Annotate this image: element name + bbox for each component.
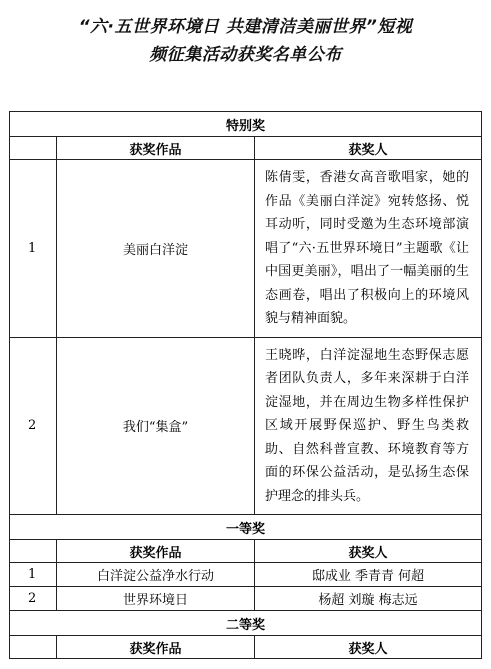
award-work: 我们“集盒”	[57, 337, 255, 515]
row-number: 2	[10, 337, 57, 515]
table-row	[10, 160, 482, 338]
header-num	[10, 636, 57, 659]
header-work: 获奖作品	[57, 636, 255, 659]
row-number: 1	[10, 563, 57, 587]
row-number: 1	[10, 160, 57, 338]
winner-names: 杨超 刘璇 梅志远	[255, 587, 482, 611]
awards-table	[9, 111, 482, 659]
header-num	[10, 540, 57, 563]
row-number: 2	[10, 587, 57, 611]
section-title-first: 一等奖	[10, 515, 482, 540]
winner-description: 王晓晔，白洋淀湿地生态野保志愿者团队负责人，多年来深耕于白洋淀湿地，并在周边生物多样性保护区域开展野保巡护、野生鸟类救助、自然科普宣教、环境教育等方面的环保公益活动，是弘扬生态保护理念的排头兵。	[255, 337, 482, 515]
header-work: 获奖作品	[57, 540, 255, 563]
page-title-line-2: 频征集活动获奖名单公布	[149, 45, 342, 65]
section-row-special	[10, 112, 482, 137]
header-num	[10, 137, 57, 160]
header-row	[10, 540, 482, 563]
header-winner: 获奖人	[255, 137, 482, 160]
table-row	[10, 337, 482, 515]
table-row	[10, 563, 482, 587]
winner-description: 陈倩雯，香港女高音歌唱家，她的作品《美丽白洋淀》宛转悠扬、悦耳动听，同时受邀为生态环境部演唱了“六·五世界环境日”主题歌《让中国更美丽》，唱出了一幅美丽的生态画卷，唱出了积极向上的环境风貌与精神面貌。	[255, 160, 482, 338]
award-work: 美丽白洋淀	[57, 160, 255, 338]
winner-names: 邸成业 季青青 何超	[255, 563, 482, 587]
award-work: 世界环境日	[57, 587, 255, 611]
section-title-second: 二等奖	[10, 611, 482, 636]
header-row	[10, 137, 482, 160]
section-title-special: 特别奖	[10, 112, 482, 137]
header-winner: 获奖人	[255, 540, 482, 563]
award-work: 白洋淀公益净水行动	[57, 563, 255, 587]
section-row-first	[10, 515, 482, 540]
section-row-second	[10, 611, 482, 636]
page-title-line-1: “六·五世界环境日 共建清洁美丽世界”短视	[78, 17, 413, 37]
header-work: 获奖作品	[57, 137, 255, 160]
header-row	[10, 636, 482, 659]
table-row	[10, 587, 482, 611]
header-winner: 获奖人	[255, 636, 482, 659]
